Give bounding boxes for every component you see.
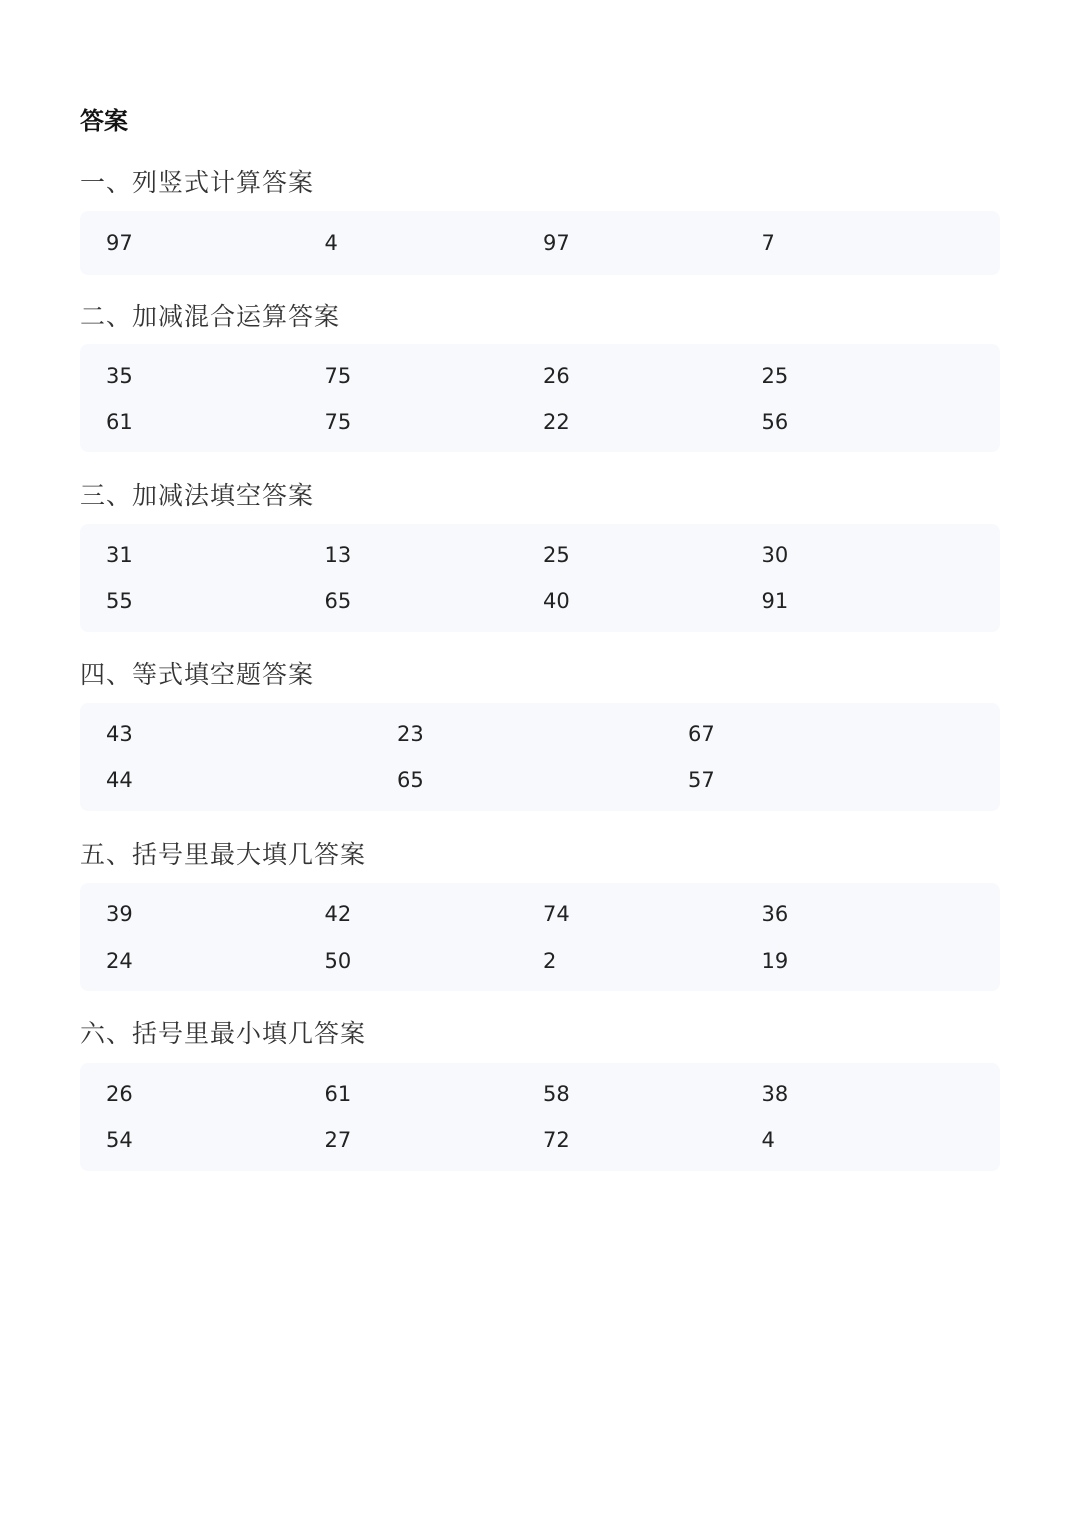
answer-value: 54 [106, 1128, 133, 1152]
answer-value: 13 [324, 543, 352, 567]
answer-row [106, 899, 986, 929]
section-heading: 二、加减混合运算答案 [80, 302, 341, 331]
answer-value: 91 [761, 589, 789, 613]
answer-value: 61 [324, 1082, 352, 1106]
answer-row [106, 228, 986, 258]
answer-box [80, 703, 1000, 811]
answer-value: 19 [761, 949, 789, 973]
answer-value: 74 [543, 902, 570, 926]
answer-value: 31 [106, 543, 133, 567]
answer-value: 56 [761, 410, 789, 434]
answer-box [80, 524, 1000, 632]
answer-value: 42 [324, 902, 352, 926]
answer-section-4 [80, 657, 1000, 792]
answer-value: 67 [688, 722, 715, 746]
answer-value: 7 [761, 231, 775, 255]
answer-value: 23 [397, 722, 424, 746]
answer-value: 55 [106, 589, 133, 613]
answer-value: 22 [543, 410, 570, 434]
answer-value: 57 [688, 768, 715, 792]
section-heading: 四、等式填空题答案 [80, 660, 315, 689]
answer-section-2 [80, 299, 1000, 434]
answer-value: 4 [761, 1128, 775, 1152]
answer-section-6 [80, 1016, 1000, 1152]
answer-value: 43 [106, 722, 133, 746]
answer-row [106, 719, 986, 749]
answer-box [80, 211, 1000, 275]
answer-row [106, 946, 986, 976]
answer-value: 61 [106, 410, 133, 434]
answer-value: 26 [106, 1082, 133, 1106]
answer-row [106, 361, 986, 391]
answer-value: 58 [543, 1082, 570, 1106]
answer-value: 72 [543, 1128, 570, 1152]
answer-row [106, 1079, 986, 1109]
answer-value: 24 [106, 949, 133, 973]
answer-value: 50 [324, 949, 352, 973]
answer-value: 25 [543, 543, 570, 567]
section-heading: 六、括号里最小填几答案 [80, 1019, 367, 1048]
answer-value: 65 [324, 589, 352, 613]
answer-value: 75 [324, 410, 352, 434]
answer-value: 26 [543, 364, 570, 388]
answer-value: 2 [543, 949, 557, 973]
page-title: 答案 [80, 107, 128, 135]
answer-value: 65 [397, 768, 424, 792]
answer-section-1 [80, 165, 1000, 255]
answer-section-3 [80, 478, 1000, 613]
answer-box [80, 883, 1000, 991]
answer-value: 35 [106, 364, 133, 388]
answer-value: 75 [324, 364, 352, 388]
answer-value: 25 [761, 364, 789, 388]
section-heading: 一、列竖式计算答案 [80, 168, 315, 197]
answer-section-5 [80, 837, 1000, 973]
answer-row [106, 586, 986, 616]
answer-value: 39 [106, 902, 133, 926]
answer-row [106, 1125, 986, 1155]
answer-row [106, 407, 986, 437]
answer-row [106, 540, 986, 570]
answer-value: 30 [761, 543, 789, 567]
answer-value: 27 [324, 1128, 352, 1152]
answer-value: 97 [106, 231, 133, 255]
section-heading: 五、括号里最大填几答案 [80, 840, 367, 869]
answer-box [80, 344, 1000, 452]
answer-value: 97 [543, 231, 570, 255]
answer-box [80, 1063, 1000, 1171]
answer-value: 44 [106, 768, 133, 792]
answer-value: 40 [543, 589, 570, 613]
section-heading: 三、加减法填空答案 [80, 481, 315, 510]
answer-value: 4 [324, 231, 338, 255]
answer-row [106, 765, 986, 795]
answer-value: 36 [761, 902, 789, 926]
answer-value: 38 [761, 1082, 789, 1106]
